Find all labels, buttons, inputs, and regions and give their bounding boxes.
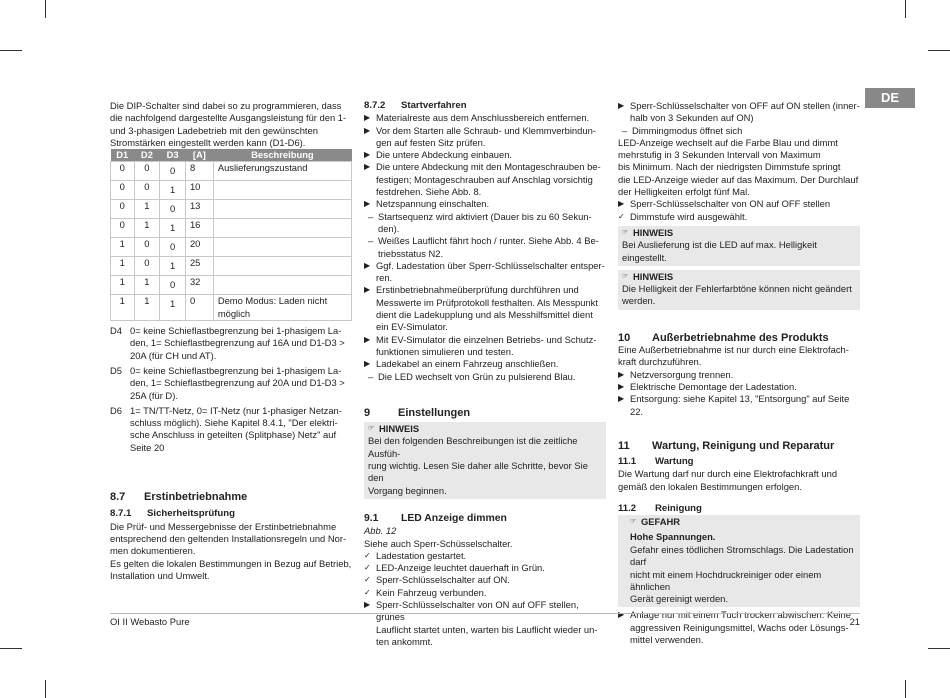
text-line: 1= TN/TT-Netz, 0= IT-Netz (nur 1-phasiger Netzan- [130,404,342,416]
text-line: die LED-Anzeige wieder auf das Maximum. Der Durchlauf [618,173,859,185]
note-box [618,270,860,310]
table-header: [A] [185,149,213,162]
text-line: aggressiven Reinigungsmittel, Wachs oder Lösungs- [630,621,849,633]
note-line: Die Helligkeit der Fehlerfarbtöne können nicht geändert [622,283,852,295]
note-box [364,422,606,499]
section-11: 11 Wartung, Reinigung und Reparatur [618,439,835,452]
table-row [111,257,352,276]
table-cell: 1 [134,200,160,219]
table-cell: 0 [111,200,135,219]
table-cell: 0 [111,181,135,200]
dip-definition [110,325,355,362]
start-procedure-list [364,112,606,383]
procedure-step [364,198,606,210]
dip-definitions [110,325,355,454]
arrow-icon: ▶ [618,610,625,620]
item-text [378,371,576,383]
section-9: 9 Einstellungen [364,406,471,419]
item-text [376,125,596,150]
note-line: Bei Auslieferung ist die LED auf max. Helligkeit eingestellt. [622,239,817,263]
text-line: Sperr-Schlüsselschalter von ON auf OFF stellen, grünes [376,598,579,623]
definition-text [130,365,345,402]
text-line: Messwerte im Prüfprotokoll festhalten. Als Messpunkt [376,296,598,308]
table-cell [213,257,351,276]
note-line: Gefahr eines tödlichen Stromschlags. Die Ladestation darf [630,543,854,568]
switch-key: D4 [110,325,122,337]
table-cell [213,200,351,219]
table-cell: 1 [111,257,135,276]
procedure-step [364,358,606,370]
check-item [364,550,606,562]
column-right [618,100,860,646]
item-text [630,381,797,393]
table-cell: 1 [134,219,160,238]
table-cell: Demo Modus: Laden nicht möglich [213,295,351,321]
table-cell: 1 [134,276,160,295]
definition-text [130,405,342,454]
dash-marker: – [368,210,374,222]
check-icon: ✓ [364,563,371,573]
item-text [376,198,489,210]
table-cell: 0 [111,219,135,238]
instruction-step: ▶ Sperr-Schlüsselschalter von ON auf OFF stellen [618,198,831,210]
arrow-icon: ▶ [364,285,371,295]
check-item [364,562,606,574]
item-text [376,112,589,124]
item-text [630,393,849,418]
section-8-7-2: 8.7.2 Startverfahren [364,100,467,111]
note-line: Gerät gereinigt werden. [630,593,728,605]
table-header: D2 [134,149,160,162]
table-row [111,219,352,238]
item-text [376,149,512,161]
table-row [111,162,352,181]
check-icon: ✓ [364,550,371,560]
text-line: Seite 20 [130,441,165,453]
arrow-icon: ▶ [618,381,625,391]
table-cell: 0 [134,162,160,181]
table-header: Beschreibung [213,149,351,162]
result-check: ✓ Dimmstufe wird ausgewählt. [618,210,748,222]
text-line: 20A (für CH und AT). [130,349,217,361]
list-item [618,381,860,393]
note-box [618,226,860,266]
table-cell: 20 [185,238,213,257]
text-line: schluss möglich). Siehe Kapitel 8.4.1, "Der elektri- [130,417,338,429]
footer-title: OI II Webasto Pure [110,616,190,627]
check-item [364,574,606,586]
item-text [376,161,601,198]
item-text [378,235,599,260]
text-line: gen auf festen Sitz prüfen. [376,136,486,148]
section-10: 10 Außerbetriebnahme des Produkts [618,331,829,344]
table-cell: 0 [160,200,186,219]
arrow-icon: ▶ [618,101,625,110]
note-line: Bei den folgenden Beschreibungen ist die zeitliche Ausfüh- [368,435,578,459]
info-icon: ☞ [622,272,629,280]
item-text [630,100,860,125]
text-line: Es gelten die lokalen Bestimmungen in Bezug auf Betrieb, [110,557,352,569]
table-row [111,238,352,257]
safety-check-text [110,521,355,582]
text-line: Netzspannung einschalten. [376,198,490,210]
text-line: Die untere Abdeckung mit den Montageschrauben be- [376,161,601,173]
note-title-text: HINWEIS [633,270,674,282]
text-line: 0= keine Schieflastbegrenzung bei 1-phasigem La- [130,325,342,337]
item-text: LED-Anzeige leuchtet dauerhaft in Grün. [376,562,545,574]
crop-mark [0,648,22,649]
table-cell: 8 [185,162,213,181]
table-cell: 1 [111,276,135,295]
table-row [111,200,352,219]
text-line: Erstinbetriebnahmeüberprüfung durchführen und [376,284,579,296]
dip-switch-table [110,149,352,321]
crop-mark [905,0,906,18]
text-line: Entsorgung: siehe Kapitel 13, "Entsorgung" auf Seite [630,393,850,405]
section-8-7: 8.7 Erstinbetriebnahme [110,491,248,504]
table-cell [213,276,351,295]
text-line: Startsequenz wird aktiviert (Dauer bis zu 60 Sekun- [378,210,592,222]
table-cell: 1 [160,181,186,200]
check-icon: ✓ [364,575,371,585]
table-header: D1 [111,149,135,162]
list-item [618,393,860,418]
text-line: Die Prüf- und Messergebnisse der Erstinbetriebnahme [110,520,337,532]
text-line: dient die Ladekupplung und als Messhilfsmittel dient [376,309,593,321]
check-icon: ✓ [364,587,371,597]
item-text: Ladestation gestartet. [376,549,467,561]
dip-definition [110,405,355,454]
text-line: Installation und Umwelt. [110,569,210,581]
crop-mark [45,680,46,698]
info-icon: ☞ [368,425,375,433]
table-cell [213,238,351,257]
item-text [376,284,598,333]
table-cell: 10 [185,181,213,200]
instruction-step [618,100,860,125]
text-line: Die untere Abdeckung einbauen. [376,149,513,161]
procedure-step [364,284,606,333]
text-line: Mit EV-Simulator die einzelnen Betriebs- und Schutz- [376,333,597,345]
note-title [630,516,856,528]
item-text [376,358,558,370]
item-text: Sperr-Schlüsselschalter auf ON. [376,574,510,586]
table-cell: 1 [134,295,160,321]
arrow-icon: ▶ [364,162,371,172]
note-title [368,423,602,435]
text-line: 25A (für D). [130,389,178,401]
note-line: rung wichtig. Lesen Sie daher alle Schritte, bevor Sie den [368,460,588,484]
table-cell: 0 [134,238,160,257]
table-cell: 32 [185,276,213,295]
table-cell: 0 [160,162,186,181]
item-text [378,211,592,236]
note-title [622,271,856,283]
crop-mark [928,50,950,51]
dip-definition [110,365,355,402]
text-line: entsprechend den geltenden Installationsregeln und Nor- [110,532,347,544]
table-cell: 1 [160,295,186,321]
language-badge: DE [865,88,915,108]
procedure-step [364,161,606,198]
section-8-7-1: 8.7.1 Sicherheitsprüfung [110,508,235,520]
check-item [364,587,606,599]
table-cell: 1 [111,295,135,321]
note-line: Vorgang beginnen. [368,484,447,496]
crop-mark [45,0,46,18]
decommissioning-text [618,344,860,369]
arrow-icon: ▶ [364,125,371,135]
table-cell: 1 [160,257,186,276]
table-cell: 1 [111,238,135,257]
text-line: Lauflicht startet unten, warten bis Lauflicht wieder un- [376,623,598,635]
figure-ref: Abb. 12 [364,525,397,537]
procedure-step [364,112,606,124]
table-row [111,276,352,295]
dimming-description [618,137,860,198]
text-line: den, 1= Schieflastbegrenzung auf 20A und D1-D3 > [130,377,345,389]
table-cell: 0 [160,276,186,295]
text-line: Eine Außerbetriebnahme ist nur durch eine Elektrofach- [618,344,849,356]
table-cell: 0 [134,181,160,200]
note-title-text: GEFAHR [641,516,681,528]
table-row [111,181,352,200]
note-title [622,227,856,239]
column-left [110,100,355,582]
text-line: triebsstatus N2. [378,247,444,259]
text-line: Stromstärken eingestellt werden kann (D1-D6). [110,136,306,148]
item-text [630,369,733,381]
procedure-step [364,371,606,383]
arrow-icon: ▶ [364,599,371,609]
text-line: Weißes Lauflicht fährt hoch / runter. Siehe Abb. 4 Be- [378,235,599,247]
item-text: Kein Fahrzeug verbunden. [376,586,487,598]
crop-mark [0,50,22,51]
text-line: bis Minimum. Nach der niedrigsten Dimmstufe springt [618,161,841,173]
text-line: LED-Anzeige wechselt auf die Farbe Blau und dimmt [618,136,838,148]
note-line: nicht mit einem Hochdruckreiniger oder einem ähnlichen [630,568,822,592]
info-icon: ☞ [630,518,637,526]
procedure-step [364,235,606,260]
arrow-icon: ▶ [618,394,625,404]
table-cell: 0 [160,238,186,257]
text-line: ein EV-Simulator. [376,321,448,333]
switch-key: D6 [110,404,122,416]
section-11-2: 11.2 Reinigung [618,503,702,515]
table-cell: 13 [185,200,213,219]
table-header: D3 [160,149,186,162]
arrow-icon: ▶ [364,260,371,270]
table-cell: 1 [160,219,186,238]
check-icon: ✓ [618,211,625,221]
text-line: kraft durchzuführen. [618,356,702,368]
table-row [111,295,352,321]
text-line: der Helligkeiten erfolgt fünf Mal. [618,186,750,198]
text-line: gemäß den lokalen Bestimmungen erfolgen. [618,480,802,492]
procedure-step [364,334,606,359]
switch-key: D5 [110,364,122,376]
text-line: festdrehen. Siehe Abb. 8. [376,186,482,198]
maintenance-text [618,468,860,493]
dash-marker: – [368,235,374,247]
arrow-icon: ▶ [618,369,625,379]
table-cell: 16 [185,219,213,238]
note-title-text: HINWEIS [633,226,674,238]
crop-mark [928,648,950,649]
text-line: Materialreste aus dem Anschlussbereich entfernen. [376,112,590,124]
text-line: mehrstufig in 3 Sekunden Intervall von Maximum [618,149,821,161]
text-line: ten ankommt. [376,635,433,647]
precondition-list [364,550,606,599]
danger-box [618,515,860,607]
table-cell [213,219,351,238]
text-line: 0= keine Schieflastbegrenzung bei 1-phasigem La- [130,364,342,376]
procedure-step [364,260,606,285]
text-line: 22. [630,405,644,417]
page-number: 21 [849,616,860,627]
item-text [376,334,596,359]
intro-text [110,100,355,149]
section-9-1: 9.1 LED Anzeige dimmen [364,512,507,524]
text-line: ren. [376,272,393,284]
text-line: Ladekabel an einem Fahrzeug anschließen. [376,358,559,370]
text-line: festigen; Montageschrauben auf Anschlag vorsichtig [376,173,593,185]
note-line: werden. [622,295,656,307]
table-cell: 0 [134,257,160,276]
info-icon: ☞ [622,228,629,236]
procedure-step [364,149,606,161]
arrow-icon: ▶ [364,199,371,209]
page-footer [110,613,860,628]
note-title-text: HINWEIS [379,423,420,435]
text-line: die nachfolgend dargestellte Ausgangsleistung für den 1- [110,112,347,124]
text-line: Ggf. Ladestation über Sperr-Schlüsselschalter entsper- [376,259,605,271]
item-text [376,260,605,285]
text-line: Sperr-Schlüsselschalter von OFF auf ON stellen (inner- [630,100,860,111]
instruction-step [618,100,860,125]
text-line: Anlage nur mit einem Tuch trocken abwischen. Keine [630,609,851,621]
text-line: men dokumentieren. [110,545,196,557]
result-line: – Dimmingmodus öffnet sich [622,124,743,136]
text-line: halb von 3 Sekunden auf ON) [630,112,754,124]
text-line: den, 1= Schieflastbegrenzung auf 16A und D1-D3 > [130,337,345,349]
arrow-icon: ▶ [364,113,371,123]
arrow-icon: ▶ [364,359,371,369]
table-cell [213,181,351,200]
see-also: Siehe auch Sperr-Schüsselschalter. [364,537,513,549]
dash-marker: – [368,370,374,382]
text-line: Netzversorgung trennen. [630,368,734,380]
definition-text [130,325,345,362]
text-line: sche Anschluss in geteilten (Splitphase) Netz" auf [130,429,337,441]
arrow-icon: ▶ [364,150,371,160]
text-line: funktionen simulieren und testen. [376,345,514,357]
text-line: und 3-phasigen Ladebetrieb mit den gewünschten [110,124,318,136]
note-subtitle: Hohe Spannungen. [630,530,716,542]
column-middle [364,100,606,648]
text-line: Die LED wechselt von Grün zu pulsierend Blau. [378,370,576,382]
procedure-step [364,211,606,236]
text-line: Vor dem Starten alle Schraub- und Klemmverbindun- [376,124,596,136]
arrow-icon: ▶ [364,334,371,344]
table-cell: 25 [185,257,213,276]
text-line: den). [378,222,400,234]
text-line: Die DIP-Schalter sind dabei so zu programmieren, dass [110,100,342,111]
text-line: mittel verwenden. [630,633,704,645]
table-cell: 0 [111,162,135,181]
procedure-step [364,125,606,150]
table-cell: Auslieferungszustand [213,162,351,181]
text-line: Elektrische Demontage der Ladestation. [630,380,797,392]
section-11-1: 11.1 Wartung [618,456,694,468]
decommissioning-list [618,369,860,418]
table-cell: 0 [185,295,213,321]
text-line: Die Wartung darf nur durch eine Elektrofachkraft und [618,468,838,480]
list-item [618,369,860,381]
crop-mark [905,680,906,698]
